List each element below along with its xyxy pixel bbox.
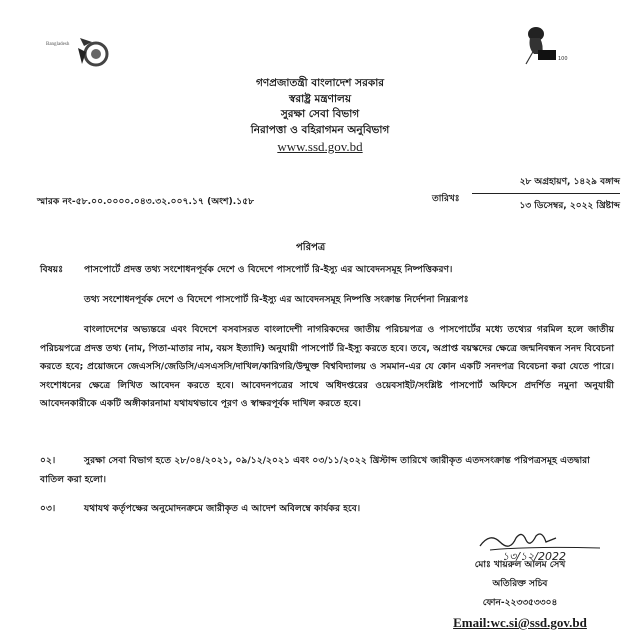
item-text: সুরক্ষা সেবা বিভাগ হতে ২৮/০৪/২০২১, ০৯/১২/২০২১ এবং ০৩/১১/২০২২ খ্রিস্টাব্দ তারিখে জারীকৃত এতদসংক্রান্ত পরিপত্রসমূহ এতদ্বারা বাতিল করা হলো। [40, 455, 590, 485]
list-item [40, 500, 614, 519]
svg-text:১৩/১২/2022: ১৩/১২/2022 [502, 550, 566, 563]
item-number: ০২। [40, 455, 56, 466]
date-gregorian: ১৩ ডিসেম্বর, ২০২২ খ্রিষ্টাব্দ [519, 201, 620, 211]
instructions-heading: তথ্য সংশোধনপূর্বক দেশে ও বিদেশে পাসপোর্ট রি-ইস্যু এর আবেদনসমূহ নিষ্পত্তি সংক্রান্ত নির্দেশনা নিম্নরূপঃ [84, 294, 469, 305]
memo-reference: স্মারক নং-৫৮.০০.০০০০.০৪৩.৩২.০০৭.১৭ (অংশ).১৫৮ [37, 197, 255, 207]
ministry-name: স্বরাষ্ট্র মন্ত্রণালয় [288, 92, 352, 105]
item-text: যথাযথ কর্তৃপক্ষের অনুমোদনক্রমে জারীকৃত এ আদেশ অবিলম্বে কার্যকর হবে। [84, 503, 361, 514]
mujib-100-logo [520, 24, 580, 66]
govt-name: গণপ্রজাতন্ত্রী বাংলাদেশ সরকার [255, 77, 385, 89]
paragraph-1 [40, 321, 614, 414]
signatory-block [430, 556, 610, 632]
date-label: তারিখঃ [432, 194, 460, 204]
wing-name: নিরাপত্তা ও বহিরাগমন অনুবিভাগ [250, 123, 390, 136]
paragraph-1-text: বাংলাদেশের অভ্যন্তরে এবং বিদেশে বসবাসরত বাংলাদেশী নাগরিকদের জাতীয় পরিচয়পত্র ও পাসপোর্টের মধ্যে তথ্যের গরমিল হলে জাতীয় পরিচয়পত্রে প্রদত্ত তথ্য (নাম, পিতা-মাতার নাম, বয়স ইত্যাদি) অনুযায়ী পাসপোর্ট রি-ইস্যু করতে হবে। তবে, অপ্রাপ্ত বয়স্কদের ক্ষেত্রে জন্মনিবন্ধন সনদ বিবেচনা করতে হবে; প্রয়োজনে জেএসসি/জেডিসি/এসএসসি/দাখিল/কারিগরি/উন্মুক্ত বিশ্ববিদ্যালয় ও সমমান-এর যে কোন একটি সনদপত্র বিবেচনা করা যেতে পারে। সংশোধনের ক্ষেত্রে লিখিত আবেদন করতে হবে। আবেদনপত্রের সাথে অধিদপ্তরের ওয়েবসাইট/সংশ্লিষ্ট পাসপোর্ট অফিসে প্রদর্শিত নমুনা অনুযায়ী আবেদনকারীকে একটি অঙ্গীকারনামা যথাযথভাবে পূরণ ও স্বাক্ষরপূর্বক দাখিল করতে হবে। [40, 324, 614, 410]
mujib-100-icon [520, 24, 580, 66]
signatory-name: মোঃ খায়রুল আলম সেখ [474, 560, 566, 570]
list-item [40, 452, 614, 489]
date-divider [472, 193, 620, 194]
letterhead [180, 76, 460, 155]
circular-title: পরিপত্র [296, 242, 326, 253]
item-number: ০৩। [40, 503, 56, 514]
date-block [472, 174, 620, 213]
division-name: সুরক্ষা সেবা বিভাগ [280, 108, 360, 120]
signatory-phone: ফোন-২২৩৩৫৩৩০৪ [482, 598, 558, 608]
bangladesh-50-logo [46, 32, 110, 72]
signatory-designation: অতিরিক্ত সচিব [492, 579, 548, 589]
subject-text: পাসপোর্টে প্রদত্ত তথ্য সংশোধনপূর্বক দেশে ও বিদেশে পাসপোর্ট রি-ইস্যু এর আবেদনসমূহ নিষ্পত্তিকরণ। [84, 264, 453, 275]
signatory-email[interactable]: Email:wc.si@ssd.gov.bd [453, 615, 587, 630]
bangladesh-50-years-icon [74, 34, 110, 70]
subject-label: বিষয়ঃ [40, 264, 64, 275]
website-link[interactable]: www.ssd.gov.bd [277, 139, 363, 154]
logo-text: Bangladesh [46, 42, 70, 47]
date-bangla: ২৮ অগ্রহায়ণ, ১৪২৯ বঙ্গাব্দ [519, 177, 620, 187]
svg-text:100: 100 [558, 56, 568, 62]
